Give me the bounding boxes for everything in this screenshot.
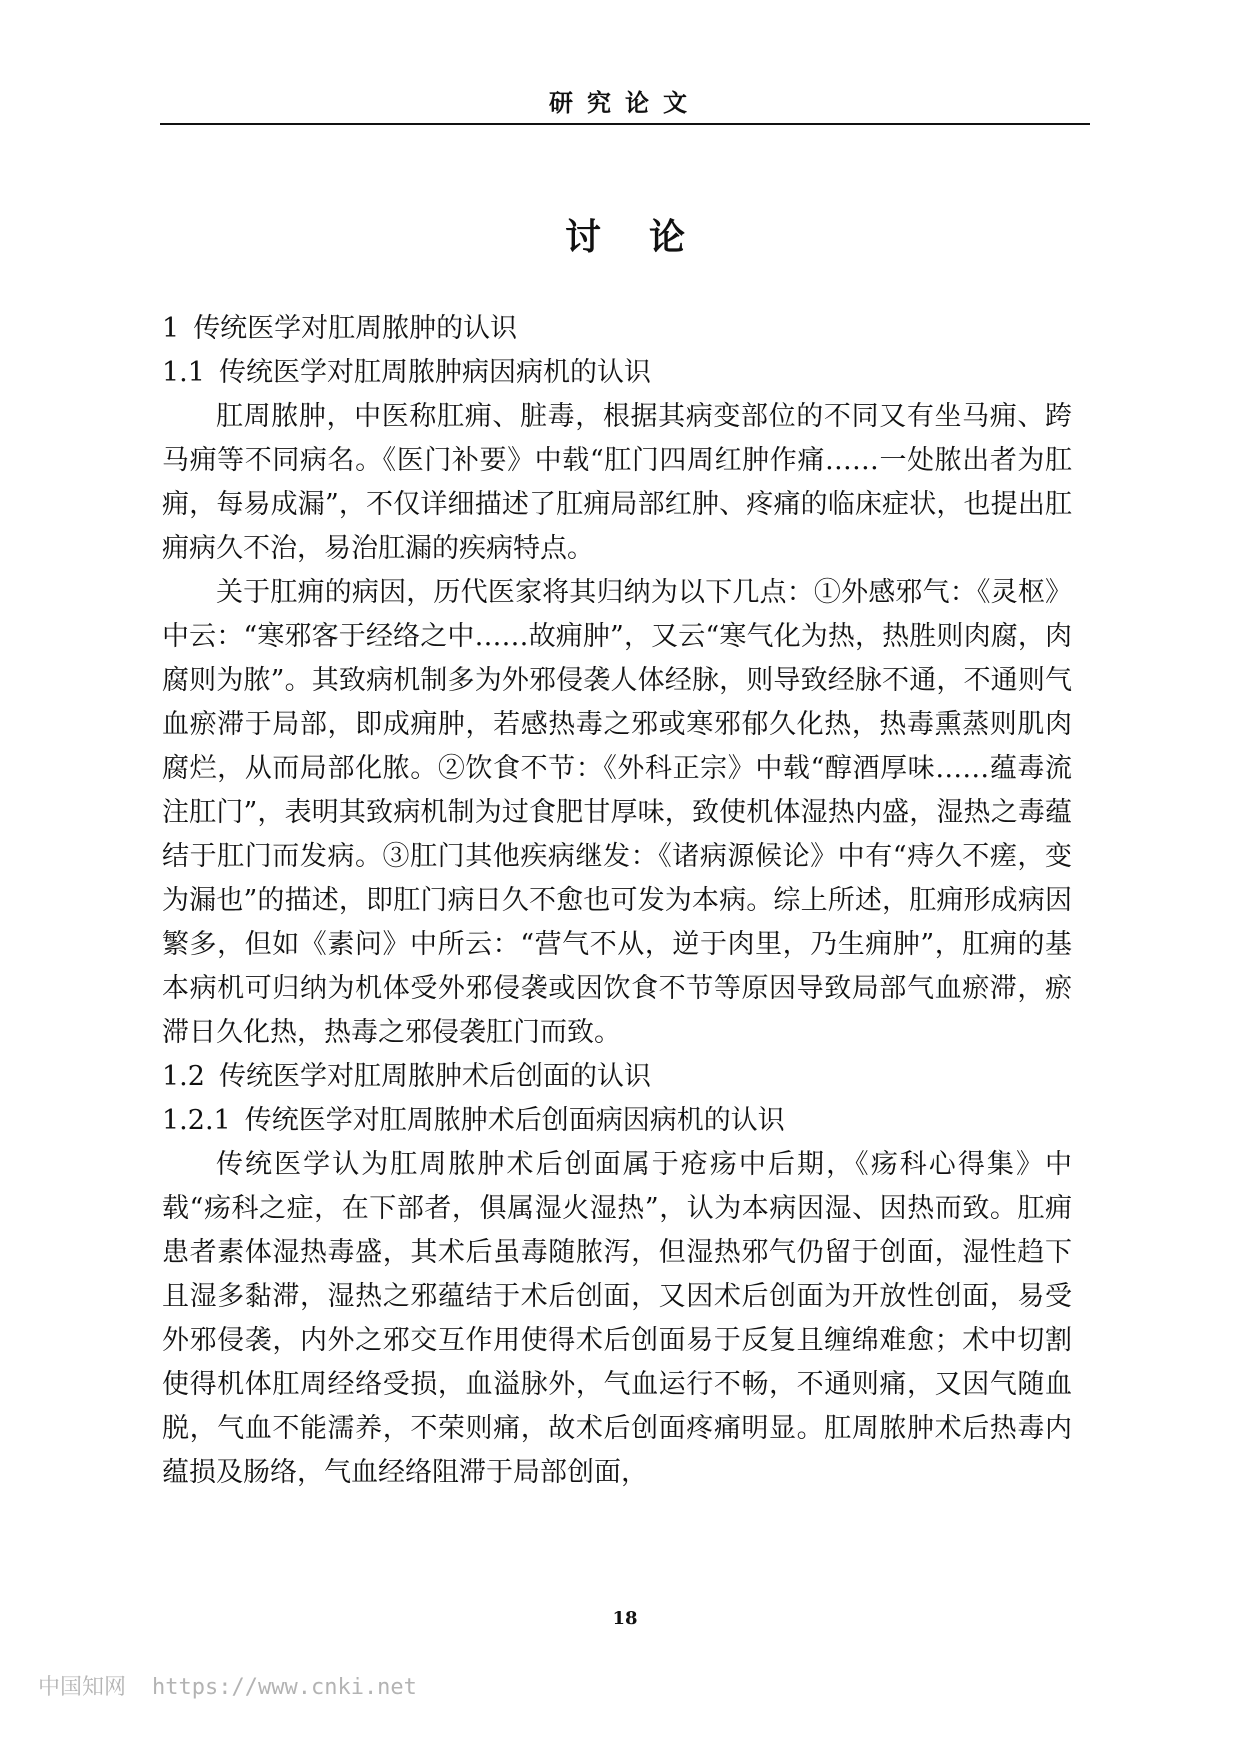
article-body <box>162 307 1072 1495</box>
heading-1-1 <box>162 351 1072 395</box>
heading-text: 传统医学对肛周脓肿术后创面的认识 <box>218 1061 651 1092</box>
heading-number: 1.2 <box>162 1061 205 1092</box>
watermark-brand: 中国知网 <box>38 1675 127 1700</box>
heading-1-2-1 <box>162 1099 1072 1143</box>
page-number: 18 <box>612 1608 638 1629</box>
watermark <box>38 1670 417 1701</box>
paragraph-3: 传统医学认为肛周脓肿术后创面属于疮疡中后期，《疡科心得集》中载“疡科之症，在下部者，俱属湿火湿热”，认为本病因湿、因热而致。肛痈患者素体湿热毒盛，其术后虽毒随脓泻，但湿热邪气仍留于创面，湿性趋下且湿多黏滞，湿热之邪蕴结于术后创面，又因术后创面为开放性创面，易受外邪侵袭，内外之邪交互作用使得术后创面易于反复且缠绵难愈；术中切割使得机体肛周经络受损，血溢脉外，气血运行不畅，不通则痛，又因气随血脱，气血不能濡养，不荣则痛，故术后创面疼痛明显。肛周脓肿术后热毒内蕴损及肠络，气血经络阻滞于局部创面， <box>162 1149 1072 1488</box>
heading-text: 传统医学对肛周脓肿病因病机的认识 <box>218 357 651 388</box>
heading-text: 传统医学对肛周脓肿术后创面病因病机的认识 <box>244 1105 785 1136</box>
running-header: 研究论文 <box>549 88 701 117</box>
section-title: 讨论 <box>564 216 733 258</box>
paragraph-1: 肛周脓肿，中医称肛痈、脏毒，根据其病变部位的不同又有坐马痈、跨马痈等不同病名。《医门补要》中载“肛门四周红肿作痛……一处脓出者为肛痈，每易成漏”，不仅详细描述了肛痈局部红肿、疼痛的临床症状，也提出肛痈病久不治，易治肛漏的疾病特点。 <box>162 401 1072 564</box>
watermark-url: https://www.cnki.net <box>152 1675 417 1700</box>
heading-1-2 <box>162 1055 1072 1099</box>
heading-text: 传统医学对肛周脓肿的认识 <box>193 313 518 344</box>
heading-1 <box>162 307 1072 351</box>
paragraph-2: 关于肛痈的病因，历代医家将其归纳为以下几点：①外感邪气：《灵枢》中云：“寒邪客于经络之中……故痈肿”，又云“寒气化为热，热胜则肉腐，肉腐则为脓”。其致病机制多为外邪侵袭人体经脉，则导致经脉不通，不通则气血瘀滞于局部，即成痈肿，若感热毒之邪或寒邪郁久化热，热毒熏蒸则肌肉腐烂，从而局部化脓。②饮食不节：《外科正宗》中载“醇酒厚味……蕴毒流注肛门”，表明其致病机制为过食肥甘厚味，致使机体湿热内盛，湿热之毒蕴结于肛门而发病。③肛门其他疾病继发：《诸病源候论》中有“痔久不瘥，变为漏也”的描述，即肛门病日久不愈也可发为本病。综上所述，肛痈形成病因繁多，但如《素问》中所云：“营气不从，逆于肉里，乃生痈肿”，肛痈的基本病机可归纳为机体受外邪侵袭或因饮食不节等原因导致局部气血瘀滞，瘀滞日久化热，热毒之邪侵袭肛门而致。 <box>162 577 1072 1048</box>
heading-number: 1 <box>162 313 180 344</box>
heading-number: 1.1 <box>162 357 205 388</box>
heading-number: 1.2.1 <box>162 1105 231 1136</box>
header-rule <box>160 123 1090 125</box>
